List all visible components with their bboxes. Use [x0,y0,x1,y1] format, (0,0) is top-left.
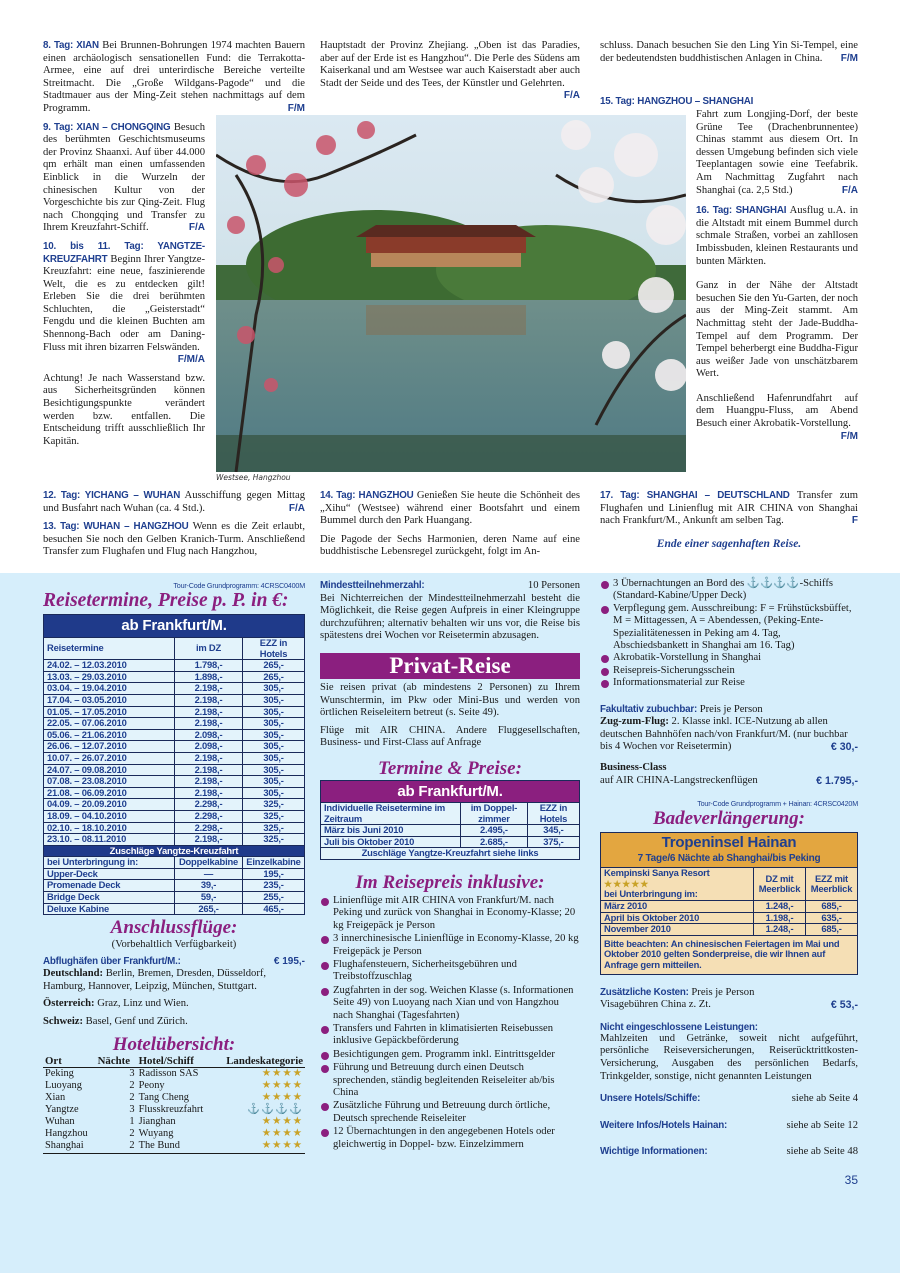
price-cell: 305,- [243,752,305,764]
hotels-table [43,1055,305,1153]
price-row [44,799,305,811]
hotel-cell: 1 [129,1116,135,1127]
price-cell: 10.07. – 26.07.2010 [44,752,175,764]
price-cell: 305,- [243,729,305,741]
hotel-row [43,1116,305,1128]
hotel-cell: Wuyang [138,1128,174,1140]
page-number: 35 [844,1172,858,1187]
inclusive-list-continued [600,578,858,690]
hotel-cell: Radisson SAS [138,1067,199,1079]
surcharge-cell: 255,- [243,892,305,904]
day-16-harbour: Anschließend Hafenrundfahrt auf dem Huangpu-Fluss, am Abend Besuch einer Akrobatik-Vorstellung. F/M [696,392,858,442]
price-row [44,741,305,753]
hainan-row [601,901,858,913]
prices-header-row: Reisetermine im DZ EZZ in Hotels [44,638,305,660]
price-row [44,787,305,799]
itinerary-col-2-bottom [320,490,580,559]
hainan-row [601,912,858,924]
price-cell: 2.198,- [175,776,243,788]
flights-subtitle: (Vorbehaltlich Verfügbarkeit) [111,939,237,951]
hotel-cell: Tang Cheng [138,1091,189,1103]
hotels-header-row: Ort Nächte Hotel/Schiff Landeskategorie [45,1054,303,1067]
inclusive-item: 3 Übernachtungen an Bord des ⚓⚓⚓⚓-Schiffs (Standard-Kabine/Upper Deck) [600,578,858,603]
inclusive-item: Linienflüge mit AIR CHINA von Frankfurt/M. nach Peking und zurück von Shanghai in Economy-Klasse; 20 kg Freigepäck je Person [320,895,580,932]
price-row [44,706,305,718]
flights-austria: Österreich: Graz, Linz und Wien. [43,998,189,1010]
inclusive-item: Zugfahrten in der sog. Weichen Klasse (s. Informationen Seite 49) von Luoyang nach Xian und von Hangzhou nach Shanghai (Tagesfahrten) [320,985,580,1022]
hainan-title: Tropeninsel Hainan [661,834,797,852]
surcharge-row [44,868,305,880]
price-cell: 2.198,- [175,706,243,718]
price-cell: 13.03. – 29.03.2010 [44,671,175,683]
hainan-cell: 635,- [806,912,858,924]
inclusive-item: Reisepreis-Sicherungsschein [600,665,858,677]
hotel-cell: The Bund [138,1140,180,1152]
category-icon: ★★★★ [261,1128,303,1140]
hainan-tour-code: Tour-Code Grundprogramm + Hainan: 4CRSC0420M [697,799,858,809]
hotel-cell: Hangzhou [45,1128,88,1140]
itinerary-col-2 [320,40,580,103]
price-cell: 2.298,- [175,810,243,822]
category-icon: ★★★★ [261,1140,303,1152]
price-cell: 2.198,- [175,764,243,776]
visa-fee: Visagebühren China z. Zt. € 53,- [600,999,858,1012]
surcharge-cell: 195,- [243,868,305,880]
hotel-cell: 2 [129,1140,135,1152]
termine-cell: 2.495,- [461,825,528,837]
category-icon: ★★★★ [261,1116,303,1127]
hotel-cell: Yangtze [45,1103,79,1115]
bade-title: Badeverlängerung: [653,808,805,830]
category-icon: ⚓⚓⚓⚓ [247,1103,303,1115]
price-cell: 305,- [243,741,305,753]
price-row [44,683,305,695]
price-cell: 265,- [243,660,305,672]
prices-column [43,581,305,1154]
day-15-head: 15. Tag: HANGZHOU – SHANGHAI [600,96,754,107]
termine-title: Termine & Preise: [378,757,522,779]
reference-label: Wichtige Informationen: [600,1146,708,1158]
hotel-cell: Wuhan [45,1116,75,1127]
price-cell: 2.198,- [175,683,243,695]
price-cell: 23.10. – 08.11.2010 [44,834,175,846]
hotel-cell: 2 [129,1079,135,1091]
reference-label: Unsere Hotels/Schiffe: [600,1093,701,1105]
day-12: 12. Tag: YICHANG – WUHAN Ausschiffung gegen Mittag und Busfahrt nach Wuhan (ca. 4 Std.). F/A [43,490,305,514]
itinerary-col-3-bottom [600,490,858,550]
surcharge-cell: 59,- [175,892,243,904]
business-class: Business-Class auf AIR CHINA-Langstreckenflügen € 1.795,- [600,762,858,787]
price-cell: 325,- [243,834,305,846]
termine-table [320,780,580,860]
itinerary-col-3-narrow [696,109,858,443]
surcharge-cell: Deluxe Kabine [44,903,175,915]
hotel-cell: Peony [138,1079,165,1091]
inclusive-item: Führung und Betreuung durch einen Deutsch sprechenden, ständig begleitenden Reiseleiter ab/bis China [320,1062,580,1099]
day-8: 8. Tag: XIAN Bei Brunnen-Bohrungen 1974 machten Bauern einen archäologisch sensationellen Fund: die Terrakotta-Armee, eine auf drei unterirdische Bereiche verteilte Streitmacht. Die „Große Wildgans-Pagode“ und die Stadtmauer aus der Ming-Zeit stehen nachmittags auf dem Programm. F/M [43,40,305,114]
end-tagline: Ende einer sagenhaften Reise. [656,537,802,550]
hainan-note: Bitte beachten: An chinesischen Feiertagen im Mai und Oktober 2010 gelten Sonderpreise, die wir Ihnen auf Anfrage gern mitteilen. [601,935,858,974]
flight-text: Flüge mit AIR CHINA. Andere Fluggesellschaften, Business- und First-Class auf Anfrage [320,724,580,749]
hotel-cell: Luoyang [45,1079,82,1091]
hainan-cell: 1.248,- [754,924,806,936]
surcharge-cell: 235,- [243,880,305,892]
price-cell: 24.07. – 09.08.2010 [44,764,175,776]
price-row [44,752,305,764]
rail-and-fly: Zug-zum-Flug: 2. Klasse inkl. ICE-Nutzung ab allen deutschen Bahnhöfen nach/von Frankfurt/M. (nur buchbar bis 4 Wochen vor Reisetermin) € 30,- [600,716,858,754]
price-row [44,660,305,672]
price-cell: 325,- [243,822,305,834]
price-cell: 305,- [243,764,305,776]
price-cell: 01.05. – 17.05.2010 [44,706,175,718]
price-cell: 2.198,- [175,718,243,730]
price-cell: 305,- [243,706,305,718]
hainan-cell: 685,- [806,901,858,913]
price-cell: 24.02. – 12.03.2010 [44,660,175,672]
westsee-photo [216,115,686,472]
flights-departure: Abflughäfen über Frankfurt/M.: € 195,- [43,956,305,968]
hotel-row [43,1092,305,1104]
water-level-note: Achtung! Je nach Wasserstand bzw. aus Sicherheitsgründen können Besichtigungspunkte verändert werden bzw. entfallen. Die Entscheidung trifft ausschließlich Ihr Kapitän. [43,372,205,447]
price-row [44,671,305,683]
itinerary-col-3 [600,40,858,79]
hotel-cell: Peking [45,1067,74,1079]
price-cell: 02.10. – 18.10.2010 [44,822,175,834]
price-row [44,776,305,788]
surcharge-cell: 39,- [175,880,243,892]
hainan-header-row: Kempinski Sanya Resort ★★★★★ bei Unterbringung im: DZ mit Meerblick EZZ mit Meerblick [601,868,858,901]
inclusive-item: 12 Übernachtungen in den angegebenen Hotels oder gleichwertig in Doppel- bzw. Einzelzimmern [320,1126,580,1151]
price-cell: 2.198,- [175,752,243,764]
price-cell: 26.06. – 12.07.2010 [44,741,175,753]
price-cell: 325,- [243,799,305,811]
hotel-row [43,1104,305,1116]
hainan-row [601,924,858,936]
price-cell: 265,- [243,671,305,683]
surcharge-row [44,903,305,915]
price-cell: 2.298,- [175,799,243,811]
privat-banner: Privat-Reise [320,653,580,679]
price-cell: 2.098,- [175,729,243,741]
page-reference [600,1120,858,1133]
hotel-cell: 2 [129,1128,135,1140]
price-cell: 2.198,- [175,787,243,799]
reference-page: siehe ab Seite 12 [786,1119,858,1131]
hotels-title: Hotelübersicht: [112,1033,236,1055]
hainan-cell: 685,- [806,924,858,936]
surcharge-header-row: bei Unterbringung in: Doppelkabine Einzelkabine [44,857,305,869]
termine-row [321,825,580,837]
hotel-cell: Xian [45,1091,66,1103]
inclusive-item: 3 innerchinesische Linienflüge in Economy-Klasse, 20 kg Freigepäck je Person [320,933,580,958]
hotel-cell: Shanghai [45,1140,84,1152]
termine-cell: Juli bis Oktober 2010 [321,836,461,848]
right-column [600,578,858,1187]
surcharge-cell: — [175,868,243,880]
hotel-row [43,1140,305,1152]
hotels-rule [43,1153,305,1154]
surcharge-cell: Promenade Deck [44,880,175,892]
price-cell: 18.09. – 04.10.2010 [44,810,175,822]
price-cell: 305,- [243,776,305,788]
flights-switzerland: Schweiz: Basel, Genf und Zürich. [43,1016,188,1028]
westsee-illustration [216,115,686,472]
price-row [44,718,305,730]
termine-header-row: Individuelle Reisetermine im Zeitraum im Doppel-zimmer EZZ in Hotels [321,802,580,824]
termine-row [321,836,580,848]
inclusive-item: Zusätzliche Führung und Betreuung durch örtliche, Deutsch sprechende Reiseleiter [320,1100,580,1125]
surcharge-cell: 265,- [175,903,243,915]
hotel-cell: 2 [129,1091,135,1103]
reference-page: siehe ab Seite 4 [791,1093,858,1105]
termine-cell: 345,- [527,825,579,837]
hainan-cell: April bis Oktober 2010 [601,912,754,924]
price-cell: 17.04. – 03.05.2010 [44,694,175,706]
extra-costs: Zusätzliche Kosten: Preis je Person [600,986,755,998]
price-row [44,822,305,834]
hangzhou-intro: Hauptstadt der Provinz Zhejiang. „Oben ist das Paradies, aber auf der Erde ist es Hangzhou“. Die Perle des Südens am Kaiserkanal und am Westsee war auch Kaiserstadt aber auch Stadt der Seide und des Tees, der Künstler und Gelehrten. F/A [320,40,580,102]
min-participants-text: Bei Nichterreichen der Mindestteilnehmerzahl besteht die Möglichkeit, die Reise gegen Aufpreis in einer Kleingruppe durchzuführen; alternativ behalten wir uns vor, die Reise bis spätestens drei Wochen vor Reisetermin abzusagen. [320,592,580,642]
min-participants: Mindestteilnehmerzahl: 10 Personen [320,580,580,591]
surcharge-cell: 465,- [243,903,305,915]
price-cell: 04.09. – 20.09.2010 [44,799,175,811]
privat-text: Sie reisen privat (ab mindestens 2 Personen) zu Ihrem Wunschtermin, im Pkw oder Mini-Bus und werden von örtlichen Reiseleitern betreut (s. Seite 49). [320,681,580,719]
termine-cell: 2.685,- [461,836,528,848]
optional-extras: Fakultativ zubuchbar: Preis je Person [600,703,763,715]
termine-banner: ab Frankfurt/M. [321,780,580,802]
hotel-row [43,1080,305,1092]
tour-code: Tour-Code Grundprogramm: 4CRSC0400M [173,581,305,590]
category-icon: ★★★★ [261,1091,303,1103]
price-row [44,764,305,776]
price-cell: 2.298,- [175,822,243,834]
surcharge-cell: Upper-Deck [44,868,175,880]
price-row [44,810,305,822]
day-9: 9. Tag: XIAN – CHONGQING Besuch des berühmten Geschichtsmuseums der Provinz Shaanxi. Auf über 44.000 qm erhält man einen umfassenden Einblick in die Wurzeln der chinesischen Kultur von der Vorgeschichte bis zur Qing-Zeit. Flug nach Chongqing und Transfer zu Ihrem Kreuzfahrt-Schiff. F/A [43,121,205,234]
hotel-cell: 3 [129,1067,135,1079]
hotel-row [43,1067,305,1080]
hotel-cell: 3 [129,1103,135,1115]
page-reference [600,1093,858,1106]
page-references [600,1093,858,1159]
five-stars-icon: ★★★★★ [604,878,650,889]
page-reference [600,1146,858,1159]
surcharge-row [44,880,305,892]
price-cell: 05.06. – 21.06.2010 [44,729,175,741]
price-row [44,694,305,706]
price-cell: 325,- [243,810,305,822]
price-cell: 305,- [243,718,305,730]
price-cell: 1.898,- [175,671,243,683]
pagode-text: Die Pagode der Sechs Harmonien, deren Name auf eine buddhistische Lebensregel zurückgeht, folgt im An- [320,533,580,558]
reference-page: siehe ab Seite 48 [786,1146,858,1158]
surcharge-cell: Bridge Deck [44,892,175,904]
prices-table [43,614,305,915]
surcharge-row [44,892,305,904]
surcharge-banner: Zuschläge Yangtze-Kreuzfahrt [44,845,305,857]
inclusive-item: Verpflegung gem. Ausschreibung: F = Frühstücksbüffet, M = Mittagessen, A = Abendessen, (Peking-Ente-Spezialitätenessen in Peking am 4. Tag, Abschiedsbankett in Shanghai am 16. Tag) [600,603,858,653]
inclusive-item: Transfers und Fahrten in klimatisierten Reisebussen inklusive Gepäckbeförderung [320,1023,580,1048]
inclusive-item: Akrobatik-Vorstellung in Shanghai [600,652,858,664]
not-included-title: Nicht eingeschlossene Leistungen: [600,1021,758,1033]
termine-footer: Zuschläge Yangtze-Kreuzfahrt siehe links [321,848,580,860]
info-section [0,573,900,1273]
lingyin-text: schluss. Danach besuchen Sie den Ling Yin Si-Tempel, eine der bedeutendsten buddhistischen Anlagen in China. F/M [600,40,858,64]
day-13: 13. Tag: WUHAN – HANGZHOU Wenn es die Zeit erlaubt, besuchen Sie noch den Gelben Kranich-Turm. Anschließend Transfer zum Flughafen und Flug nach Hangzhou, [43,521,305,558]
price-cell: 305,- [243,694,305,706]
inclusive-item: Flughafensteuern, Sicherheitsgebühren und Treibstoffzuschlag [320,959,580,984]
prices-banner: ab Frankfurt/M. [44,615,305,638]
inclusive-list [320,895,580,1151]
price-cell: 1.798,- [175,660,243,672]
hainan-cell: November 2010 [601,924,754,936]
hotel-cell: Jianghan [138,1116,176,1127]
price-cell: 07.08. – 23.08.2010 [44,776,175,788]
hotel-row [43,1128,305,1140]
inclusive-item: Informationsmaterial zur Reise [600,677,858,689]
termine-cell: 375,- [527,836,579,848]
price-cell: 305,- [243,787,305,799]
reference-label: Weitere Infos/Hotels Hainan: [600,1119,728,1131]
price-cell: 2.198,- [175,694,243,706]
flights-germany: Deutschland: Berlin, Bremen, Dresden, Düsseldorf, Hamburg, Hannover, Leipzig, München, Stuttgart. [43,968,267,992]
category-icon: ★★★★ [261,1079,303,1091]
day-10-11: 10. bis 11. Tag: YANGTZE-KREUZFAHRT Beginn Ihrer Yangtze-Kreuzfahrt: eine neue, faszinierende Welt, die es zu entdecken gilt! Erleben Sie die drei berühmten Schluchten, die „Geisterstadt“ Fengdu und die kleinen Buchten am Shennong-Bach oder am Daning-Fluss mit ihren bizarren Felswänden. F/M/A [43,240,205,366]
day-15: Fahrt zum Longjing-Dorf, der beste Grüne Tee (Drachenbrunnentee) Chinas stammt aus diesem Ort. In dessen Umgebung befinden sich viele Teeplantagen sowie eine Teefabrik. Am Nachmittag Zugfahrt nach Shanghai (ca. 2,5 Std.) F/A [696,109,858,196]
prices-title: Reisetermine, Preise p. P. in €: [43,590,289,611]
flights-title: Anschlussflüge: [110,917,238,939]
inclusive-item: Besichtigungen gem. Programm inkl. Eintrittsgelder [320,1049,580,1061]
price-cell: 2.198,- [175,834,243,846]
price-cell: 305,- [243,683,305,695]
price-cell: 22.05. – 07.06.2010 [44,718,175,730]
inclusive-title: Im Reisepreis inklusive: [355,871,545,893]
price-row [44,729,305,741]
category-icon: ★★★★ [261,1067,303,1079]
hainan-cell: 1.248,- [754,901,806,913]
hainan-cell: März 2010 [601,901,754,913]
middle-column [320,580,580,1151]
price-row [44,834,305,846]
price-cell: 21.08. – 06.09.2010 [44,787,175,799]
day-16: 16. Tag: SHANGHAI Ausflug u.A. in die Altstadt mit einem Bummel durch schmale Straßen, vorbei an zahllosen Imbissbuden, kleinen Restaurants und bunten Märkten. [696,205,858,267]
not-included-text: Mahlzeiten und Getränke, soweit nicht aufgeführt, persönliche Reiseversicherungen, Reiserücktrittkosten-Versicherung, Ausgaben des persönlichen Bedarfs, Trinkgelder, sonstige, nicht genannten Leistungen [600,1032,858,1082]
hainan-cell: 1.198,- [754,912,806,924]
itinerary-col-1-bottom [43,490,305,559]
price-cell: 2.098,- [175,741,243,753]
termine-cell: März bis Juni 2010 [321,825,461,837]
hotel-cell: Flusskreuzfahrt [138,1103,204,1115]
price-cell: 03.04. – 19.04.2010 [44,683,175,695]
day-17: 17. Tag: SHANGHAI – DEUTSCHLAND Transfer zum Flughafen und Linienflug mit AIR CHINA von Shanghai nach Frankfurt/M., Ankunft am selben Tag. F [600,490,858,527]
hainan-table [600,832,858,974]
photo-caption: Westsee, Hangzhou [216,473,291,482]
hainan-subtitle: 7 Tage/6 Nächte ab Shanghai/bis Peking [637,853,821,865]
day-16-yu-garden: Ganz in der Nähe der Altstadt besuchen Sie den Yu-Garten, der noch aus der Ming-Zeit stammt. Am Nachmittag steht der Jade-Buddha-Tempel auf dem Programm. Der Tempel beherbergt eine Buddha-Figur aus weißer Jade von unschätzbarem Wert. [696,280,858,380]
day-14: 14. Tag: HANGZHOU Genießen Sie heute die Schönheit des „Xihu“ (Westsee) während einer Bootsfahrt und einem Bummel durch den Park Huangang. [320,490,580,527]
